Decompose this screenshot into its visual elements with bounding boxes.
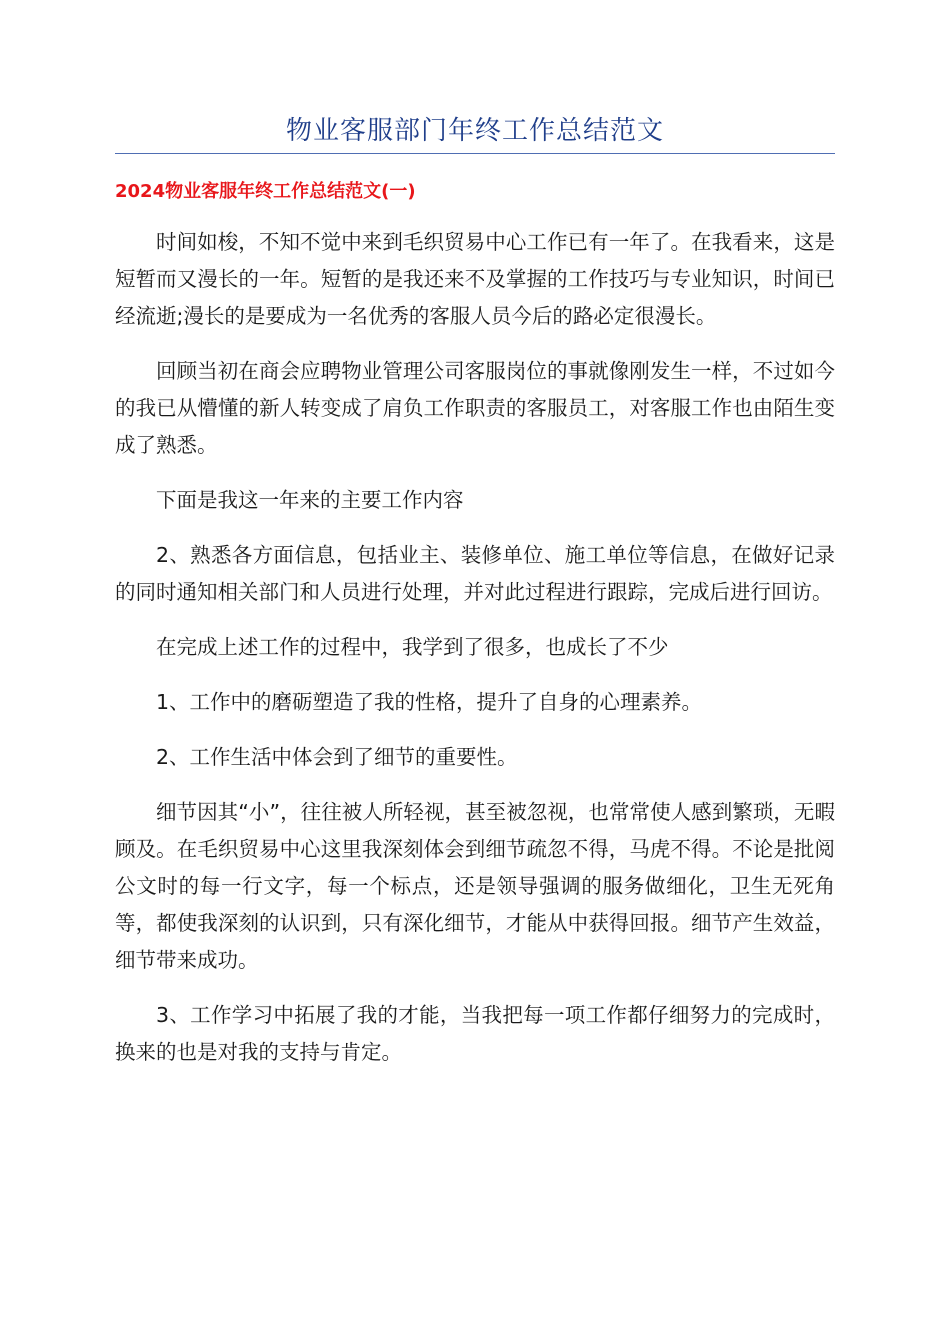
- paragraph: 在完成上述工作的过程中，我学到了很多，也成长了不少: [156, 635, 669, 659]
- document-title: 物业客服部门年终工作总结范文: [285, 116, 664, 146]
- paragraph: 2、工作生活中体会到了细节的重要性。: [156, 745, 518, 769]
- paragraph: 2、熟悉各方面信息，包括业主、装修单位、施工单位等信息，在做好记录的同时通知相关部门和人员进行处理，并对此过程进行跟踪，完成后进行回访。: [115, 543, 835, 604]
- section-heading: 2024物业客服年终工作总结范文(一): [115, 181, 416, 202]
- document-body: [115, 224, 835, 1089]
- title-underline: [115, 153, 835, 154]
- paragraph: 细节因其“小”，往往被人所轻视，甚至被忽视，也常常使人感到繁琐，无暇顾及。在毛织贸易中心这里我深刻体会到细节疏忽不得，马虎不得。不论是批阅公文时的每一行文字，每一个标点，还是领导强调的服务做细化，卫生无死角等，都使我深刻的认识到，只有深化细节，才能从中获得回报。细节产生效益，细节带来成功。: [115, 800, 835, 972]
- paragraph: 下面是我这一年来的主要工作内容: [156, 488, 464, 512]
- paragraph: 时间如梭，不知不觉中来到毛织贸易中心工作已有一年了。在我看来，这是短暂而又漫长的一年。短暂的是我还来不及掌握的工作技巧与专业知识，时间已经流逝;漫长的是要成为一名优秀的客服人员今后的路必定很漫长。: [115, 230, 835, 328]
- paragraph: 1、工作中的磨砺塑造了我的性格，提升了自身的心理素养。: [156, 690, 703, 714]
- paragraph: 回顾当初在商会应聘物业管理公司客服岗位的事就像刚发生一样，不过如今的我已从懵懂的新人转变成了肩负工作职责的客服员工，对客服工作也由陌生变成了熟悉。: [115, 359, 835, 457]
- paragraph: 3、工作学习中拓展了我的才能，当我把每一项工作都仔细努力的完成时，换来的也是对我的支持与肯定。: [115, 1003, 835, 1064]
